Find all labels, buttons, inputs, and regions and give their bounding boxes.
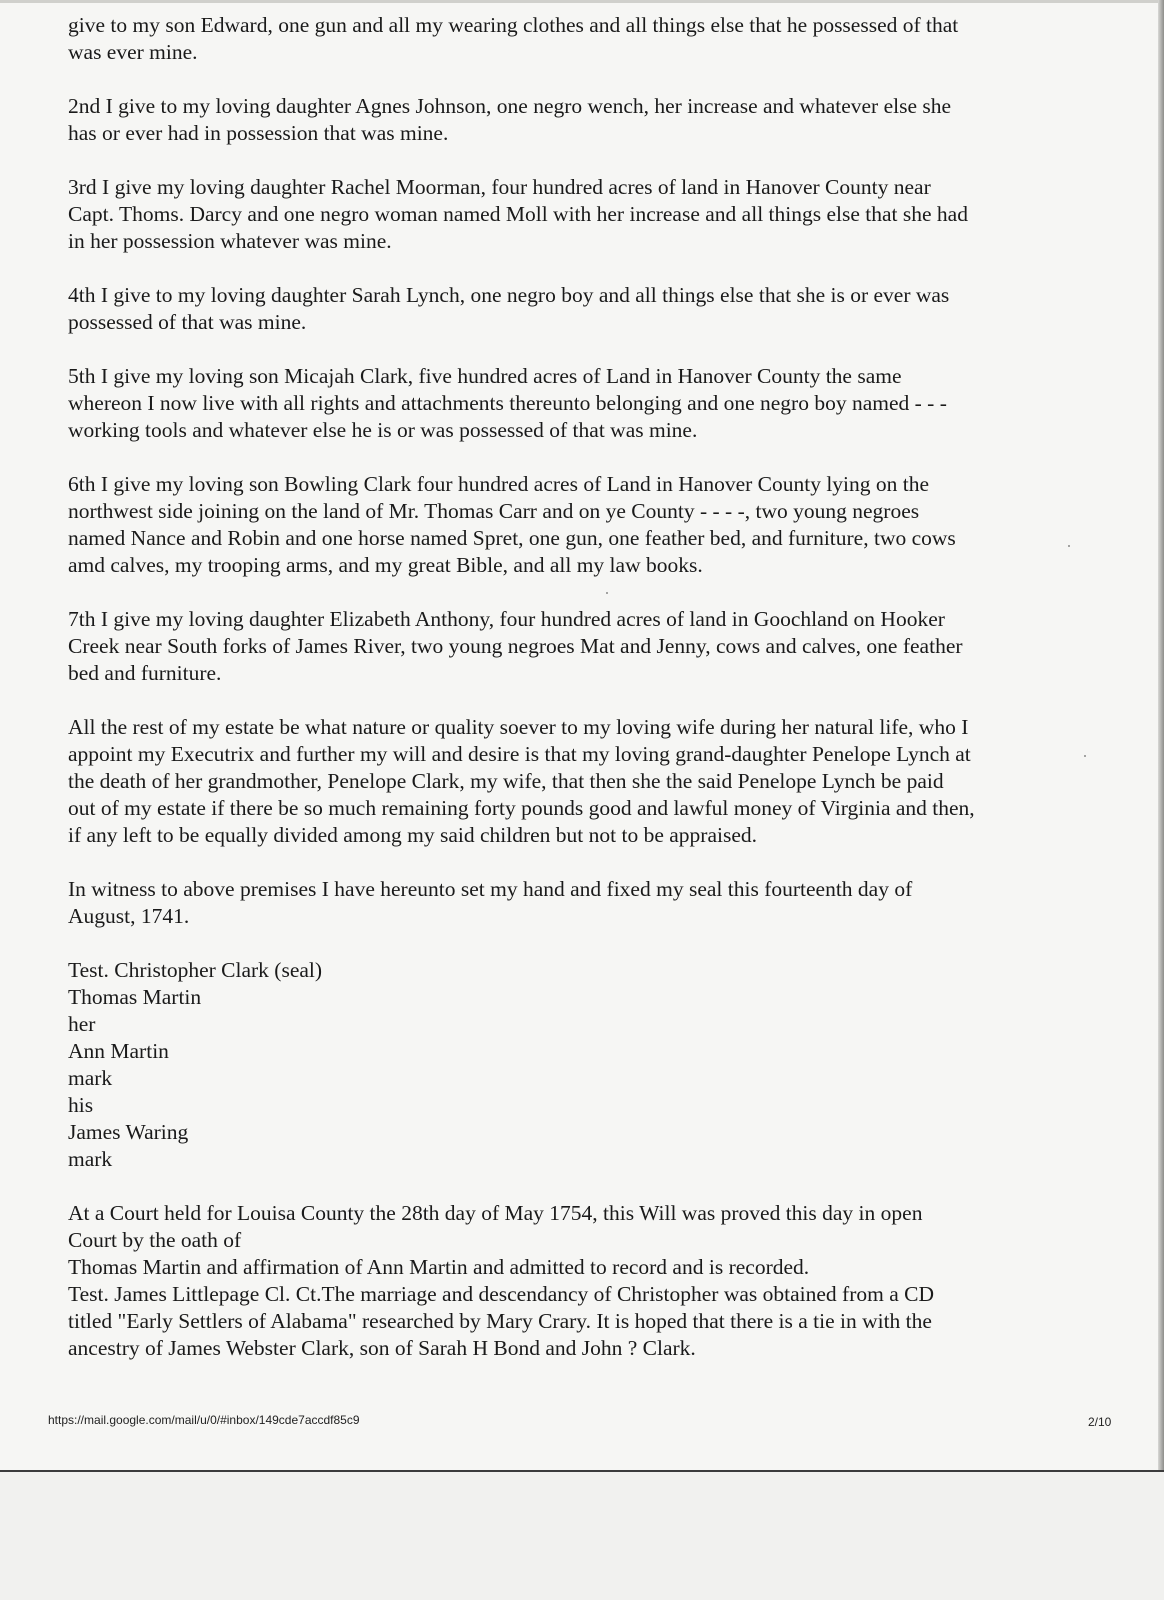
text-line: working tools and whatever else he is or was possessed of that was mine.	[68, 418, 698, 442]
text-line: Court by the oath of	[68, 1228, 242, 1252]
paragraph-micajah	[68, 363, 1100, 444]
text-line: named Nance and Robin and one horse named Spret, one gun, one feather bed, and furniture, two cows	[68, 526, 956, 550]
text-line: out of my estate if there be so much remaining forty pounds good and lawful money of Virginia and then,	[68, 796, 975, 820]
paragraph-agnes	[68, 93, 1100, 147]
paragraph-estate-rest	[68, 714, 1100, 849]
text-line: if any left to be equally divided among my said children but not to be appraised.	[68, 823, 758, 847]
text-line: the death of her grandmother, Penelope Clark, my wife, that then she the said Penelope Lynch be paid	[68, 769, 944, 793]
text-line: 2nd I give to my loving daughter Agnes Johnson, one negro wench, her increase and whatever else she	[68, 94, 952, 118]
text-line: Thomas Martin and affirmation of Ann Martin and admitted to record and is recorded.	[68, 1255, 810, 1279]
signature-line: Thomas Martin	[68, 985, 202, 1009]
text-line: Creek near South forks of James River, two young negroes Mat and Jenny, cows and calves, one feather	[68, 634, 963, 658]
will-text	[68, 12, 1100, 1362]
text-line: In witness to above premises I have hereunto set my hand and fixed my seal this fourteenth day of	[68, 877, 913, 901]
text-line: 4th I give to my loving daughter Sarah Lynch, one negro boy and all things else that she is or ever was	[68, 283, 950, 307]
text-line: ancestry of James Webster Clark, son of Sarah H Bond and John ? Clark.	[68, 1336, 696, 1360]
text-line: 3rd I give my loving daughter Rachel Moorman, four hundred acres of land in Hanover County near	[68, 175, 931, 199]
text-line: Test. James Littlepage Cl. Ct.The marriage and descendancy of Christopher was obtained from a CD	[68, 1282, 935, 1306]
text-line: has or ever had in possession that was mine.	[68, 121, 449, 145]
text-line: bed and furniture.	[68, 661, 222, 685]
text-line: 7th I give my loving daughter Elizabeth Anthony, four hundred acres of land in Goochland on Hooker	[68, 607, 945, 631]
signature-line: James Waring	[68, 1120, 189, 1144]
paragraph-bowling	[68, 471, 1100, 579]
text-line: All the rest of my estate be what nature or quality soever to my loving wife during her natural life, who I	[68, 715, 969, 739]
signature-line: Test. Christopher Clark (seal)	[68, 958, 323, 982]
signature-line: mark	[68, 1066, 113, 1090]
text-line: At a Court held for Louisa County the 28th day of May 1754, this Will was proved this day in open	[68, 1201, 923, 1225]
paragraph-rachel	[68, 174, 1100, 255]
text-line: northwest side joining on the land of Mr. Thomas Carr and on ye County - - - -, two young negroes	[68, 499, 920, 523]
paragraph-witness	[68, 876, 1100, 930]
paragraph-elizabeth	[68, 606, 1100, 687]
scan-speck	[1084, 755, 1086, 757]
text-line: appoint my Executrix and further my will and desire is that my loving grand-daughter Penelope Lynch at	[68, 742, 971, 766]
signature-block	[68, 957, 1100, 1173]
paragraph-edward	[68, 12, 1100, 66]
signature-line: her	[68, 1012, 96, 1036]
paper-right-edge	[1158, 0, 1164, 1470]
text-line: amd calves, my trooping arms, and my great Bible, and all my law books.	[68, 553, 703, 577]
signature-line: Ann Martin	[68, 1039, 169, 1063]
scan-speck	[1068, 545, 1070, 547]
text-line: 5th I give my loving son Micajah Clark, five hundred acres of Land in Hanover County the same	[68, 364, 902, 388]
signature-line: his	[68, 1093, 94, 1117]
print-footer-page-number: 2/10	[1088, 1415, 1112, 1429]
paragraph-sarah	[68, 282, 1100, 336]
text-line: titled "Early Settlers of Alabama" researched by Mary Crary. It is hoped that there is a tie in with the	[68, 1309, 932, 1333]
text-line: August, 1741.	[68, 904, 190, 928]
print-footer-url: https://mail.google.com/mail/u/0/#inbox/149cde7accdf85c9	[48, 1413, 360, 1427]
signature-line: mark	[68, 1147, 113, 1171]
text-line: Capt. Thoms. Darcy and one negro woman named Moll with her increase and all things else that she had	[68, 202, 968, 226]
text-line: in her possession whatever was mine.	[68, 229, 392, 253]
scan-speck	[606, 592, 608, 594]
paper-top-edge	[0, 0, 1164, 3]
text-line: was ever mine.	[68, 40, 198, 64]
court-record	[68, 1200, 1100, 1362]
text-line: possessed of that was mine.	[68, 310, 307, 334]
text-line: give to my son Edward, one gun and all my wearing clothes and all things else that he possessed of that	[68, 13, 959, 37]
text-line: whereon I now live with all rights and attachments thereunto belonging and one negro boy named - - -	[68, 391, 947, 415]
text-line: 6th I give my loving son Bowling Clark four hundred acres of Land in Hanover County lying on the	[68, 472, 930, 496]
